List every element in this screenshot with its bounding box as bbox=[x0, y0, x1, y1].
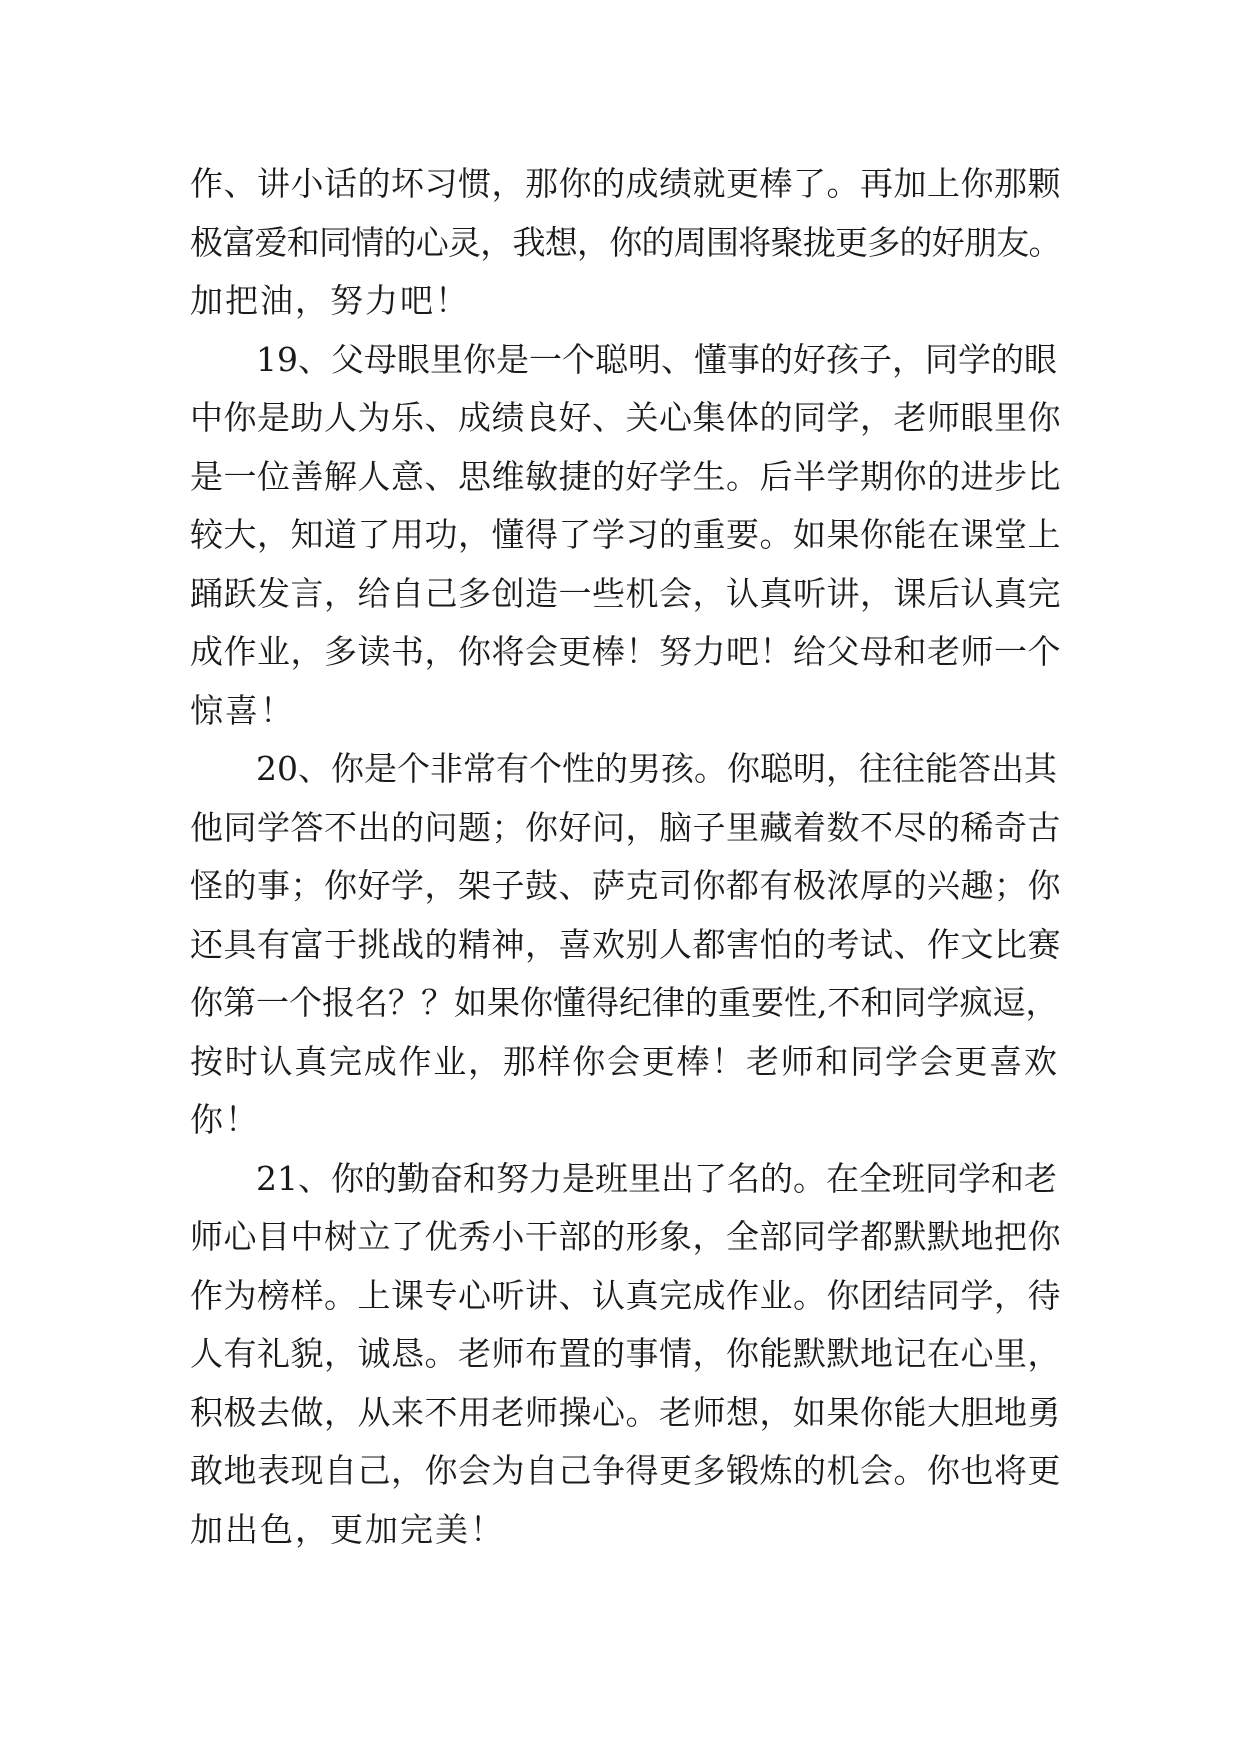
text-line: 成作业，多读书，你将会更棒！努力吧！给父母和老师一个 bbox=[190, 632, 1061, 671]
text-line: 按时认真完成作业，那样你会更棒！老师和同学会更喜欢 bbox=[190, 1041, 1059, 1081]
text-line: 较大，知道了用功，懂得了学习的重要。如果你能在课堂上 bbox=[190, 515, 1061, 554]
text-line: 作为榜样。上课专心听讲、认真完成作业。你团结同学，待 bbox=[190, 1275, 1061, 1315]
text-line: 你第一个报名？？如果你懂得纪律的重要性,不和同学疯逗， bbox=[190, 983, 1059, 1022]
text-line: 中你是助人为乐、成绩良好、关心集体的同学，老师眼里你 bbox=[190, 398, 1061, 437]
text-line: 你！ bbox=[190, 1100, 260, 1139]
text-line: 19、父母眼里你是一个聪明、懂事的好孩子，同学的眼 bbox=[256, 339, 1057, 379]
text-line: 是一位善解人意、思维敏捷的好学生。后半学期你的进步比 bbox=[190, 456, 1061, 496]
text-line: 20、你是个非常有个性的男孩。你聪明，往往能答出其 bbox=[256, 749, 1057, 788]
text-line: 积极去做，从来不用老师操心。老师想，如果你能大胆地勇 bbox=[190, 1392, 1061, 1432]
text-line: 还具有富于挑战的精神，喜欢别人都害怕的考试、作文比赛 bbox=[190, 924, 1061, 964]
text-line: 极富爱和同情的心灵，我想，你的周围将聚拢更多的好朋友。 bbox=[190, 222, 1061, 262]
body-text bbox=[190, 155, 1060, 1559]
text-line: 人有礼貌，诚恳。老师布置的事情，你能默默地记在心里， bbox=[190, 1334, 1061, 1373]
text-line: 作、讲小话的坏习惯，那你的成绩就更棒了。再加上你那颗 bbox=[190, 164, 1061, 203]
text-line: 踊跃发言，给自己多创造一些机会，认真听讲，课后认真完 bbox=[190, 573, 1061, 613]
text-line: 加出色，更加完美！ bbox=[190, 1509, 505, 1549]
text-line: 怪的事；你好学，架子鼓、萨克司你都有极浓厚的兴趣；你 bbox=[190, 866, 1061, 905]
text-line: 他同学答不出的问题；你好问，脑子里藏着数不尽的稀奇古 bbox=[190, 807, 1061, 847]
text-line: 加把油，努力吧！ bbox=[190, 281, 470, 320]
text-line: 惊喜！ bbox=[190, 690, 295, 730]
text-line: 师心目中树立了优秀小干部的形象，全部同学都默默地把你 bbox=[190, 1217, 1061, 1256]
text-line: 21、你的勤奋和努力是班里出了名的。在全班同学和老 bbox=[256, 1158, 1057, 1198]
text-line: 敢地表现自己，你会为自己争得更多锻炼的机会。你也将更 bbox=[190, 1451, 1061, 1490]
